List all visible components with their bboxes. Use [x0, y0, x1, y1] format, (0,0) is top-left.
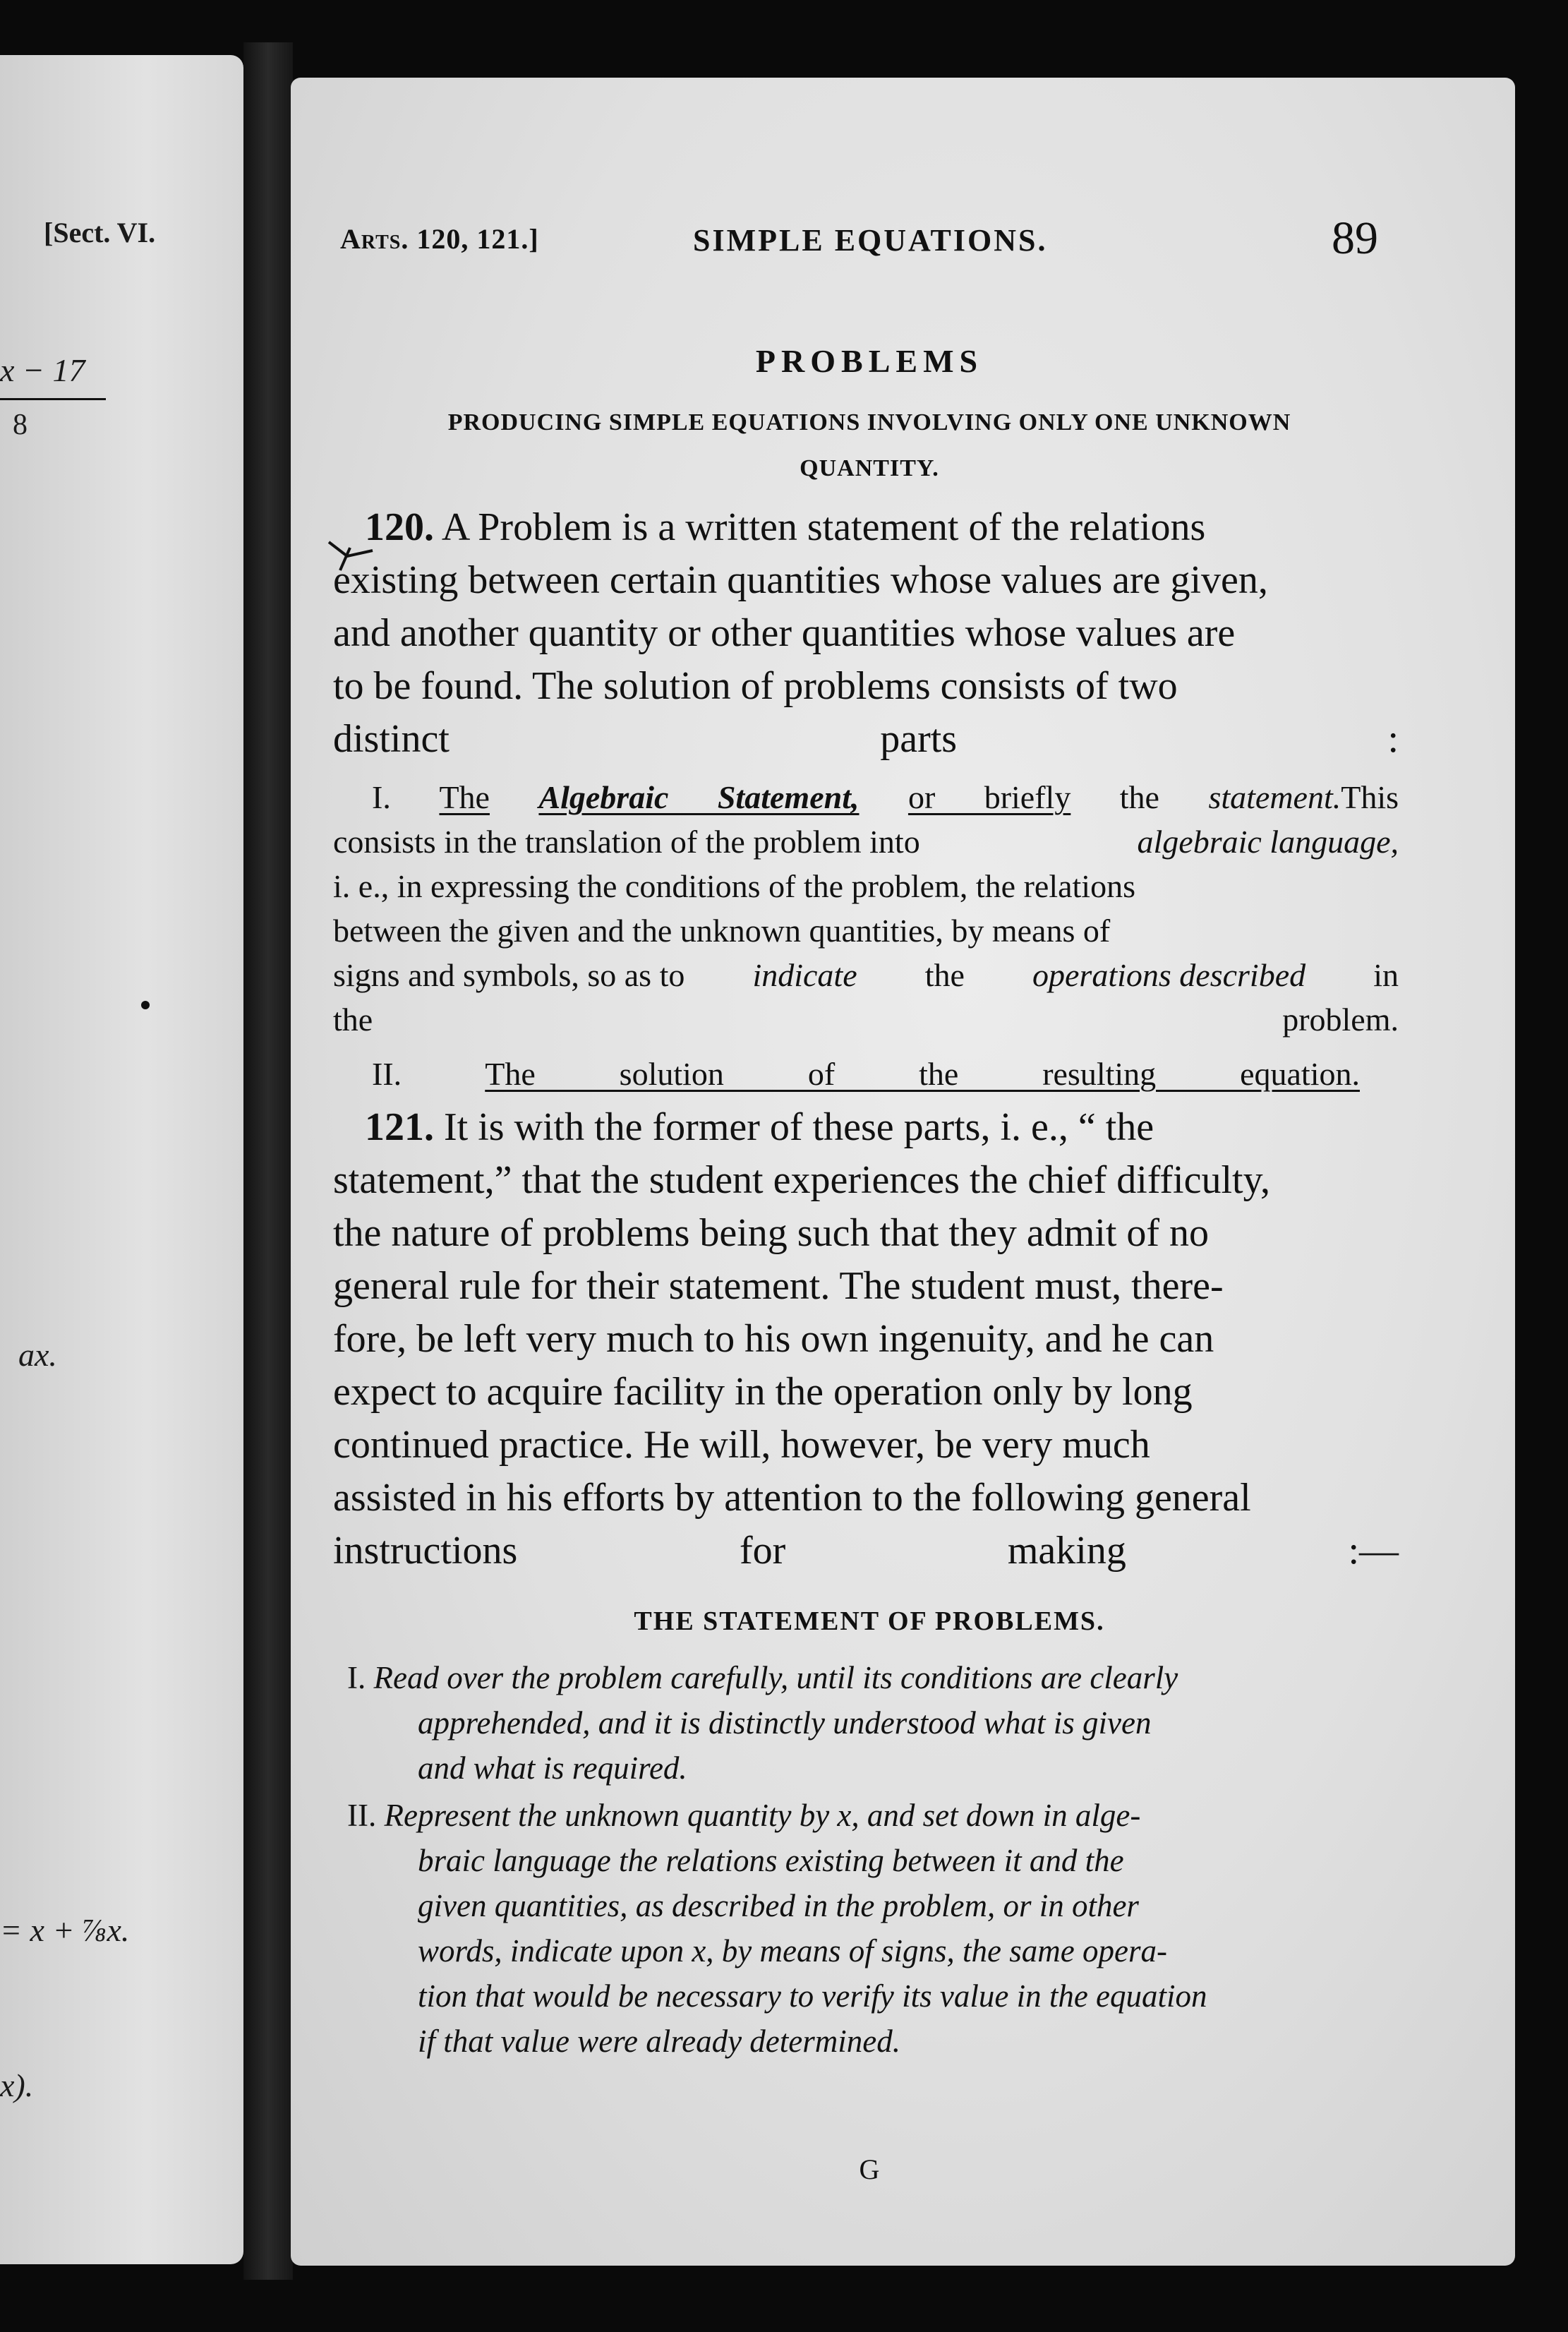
left-paren: x).	[0, 2067, 34, 2103]
article-121-line: general rule for their statement. The student must, there-	[333, 1264, 1224, 1308]
part-1-line-3: i. e., in expressing the conditions of the problem, the relations	[333, 868, 1135, 904]
page-89	[291, 78, 1515, 2266]
problems-title: PROBLEMS	[755, 343, 984, 379]
article-120-line: A Problem is a written statement of the relations	[441, 505, 1206, 549]
left-page-header: [Sect. VI.	[44, 217, 156, 248]
rule-1	[347, 1655, 1399, 1791]
article-121-line: statement,” that the student experiences the chief difficulty,	[333, 1158, 1270, 1202]
book-gutter	[243, 42, 293, 2280]
indicate-term: indicate	[752, 957, 857, 993]
part-1-line-6: the problem.	[333, 1002, 1399, 1038]
part-1-the-2: the	[1119, 779, 1159, 815]
rule-1-line: apprehended, and it is distinctly understood what is given	[418, 1705, 1152, 1741]
article-120-line: and another quantity or other quantities whose values are	[333, 611, 1236, 655]
part-2-solution	[372, 1052, 1360, 1096]
rule-2-label: II.	[347, 1798, 377, 1833]
article-120-number: 120.	[365, 505, 434, 549]
statement-term: statement.	[1208, 779, 1341, 815]
article-120-line: distinct parts :	[333, 717, 1399, 761]
part-1-the: The	[439, 779, 490, 815]
page-number: 89	[1332, 212, 1378, 264]
operations-described-term: operations described	[1032, 957, 1306, 993]
article-121-line: It is with the former of these parts, i. e., “ the	[444, 1105, 1154, 1149]
article-120	[333, 501, 1399, 766]
article-121-line: the nature of problems being such that they admit of no	[333, 1211, 1210, 1255]
article-121-line: expect to acquire facility in the operation only by long	[333, 1370, 1193, 1414]
part-1-line-4: between the given and the unknown quantities, by means of	[333, 913, 1111, 949]
rule-2-line: if that value were already determined.	[418, 2024, 900, 2059]
rule-1-line: Read over the problem carefully, until its conditions are clearly	[373, 1660, 1178, 1695]
part-2-label: II.	[372, 1056, 402, 1092]
part-1-line-2a: consists in the translation of the problem into	[333, 824, 920, 860]
rule-2-line: tion that would be necessary to verify its value in the equation	[418, 1978, 1207, 2014]
article-120-line: existing between certain quantities whose values are given,	[333, 558, 1268, 602]
left-fraction-denominator: 8	[13, 409, 28, 441]
ink-dot	[141, 1001, 150, 1009]
running-header-articles: Arts. 120, 121.]	[340, 223, 539, 255]
rule-2-line: words, indicate upon x, by means of signs, the same opera-	[418, 1933, 1167, 1969]
part-1-label: I.	[372, 779, 391, 815]
part-1-algebraic-statement	[333, 775, 1399, 1042]
left-ax: ax.	[18, 1337, 57, 1373]
article-121	[333, 1101, 1399, 1577]
left-fraction-bar	[0, 398, 106, 400]
problems-subtitle-line-1: PRODUCING SIMPLE EQUATIONS INVOLVING ONLY ONE UNKNOWN	[447, 409, 1291, 435]
rule-2	[347, 1793, 1399, 2064]
article-121-line: fore, be left very much to his own ingenuity, and he can	[333, 1317, 1214, 1361]
rule-1-line: and what is required.	[418, 1750, 687, 1786]
article-120-line: to be found. The solution of problems consists of two	[333, 664, 1178, 708]
rule-1-label: I.	[347, 1660, 366, 1695]
signature-mark: G	[859, 2153, 880, 2185]
article-121-line: assisted in his efforts by attention to the following general	[333, 1476, 1251, 1520]
part-1-or-briefly: or briefly	[907, 779, 1071, 815]
article-121-number: 121.	[365, 1105, 434, 1149]
part-2-text: The solution of the resulting equation.	[485, 1056, 1360, 1092]
part-1-this: This	[1341, 779, 1399, 815]
left-fraction-numerator: x − 17	[0, 352, 85, 388]
problems-subtitle-line-2: QUANTITY.	[800, 455, 939, 481]
rule-2-line: given quantities, as described in the problem, or in other	[418, 1888, 1139, 1923]
article-121-line: instructions for making :—	[333, 1529, 1399, 1573]
part-1-line-5a: signs and symbols, so as to	[333, 957, 685, 993]
part-1-line-5c: the	[924, 957, 965, 993]
article-121-line: continued practice. He will, however, be very much	[333, 1423, 1150, 1467]
left-facing-page	[0, 55, 243, 2264]
rule-2-line: braic language the relations existing between it and the	[418, 1843, 1124, 1878]
algebraic-language-term: algebraic language,	[1137, 824, 1399, 860]
running-header-title: SIMPLE EQUATIONS.	[693, 223, 1048, 258]
algebraic-statement-term: Algebraic Statement,	[538, 779, 860, 815]
left-equation: = x + ⅞x.	[0, 1912, 130, 1948]
statement-of-problems-heading: THE STATEMENT OF PROBLEMS.	[634, 1606, 1105, 1636]
part-1-line-5e: in	[1373, 957, 1399, 993]
rule-2-line: Represent the unknown quantity by x, and set down in alge-	[384, 1798, 1141, 1833]
